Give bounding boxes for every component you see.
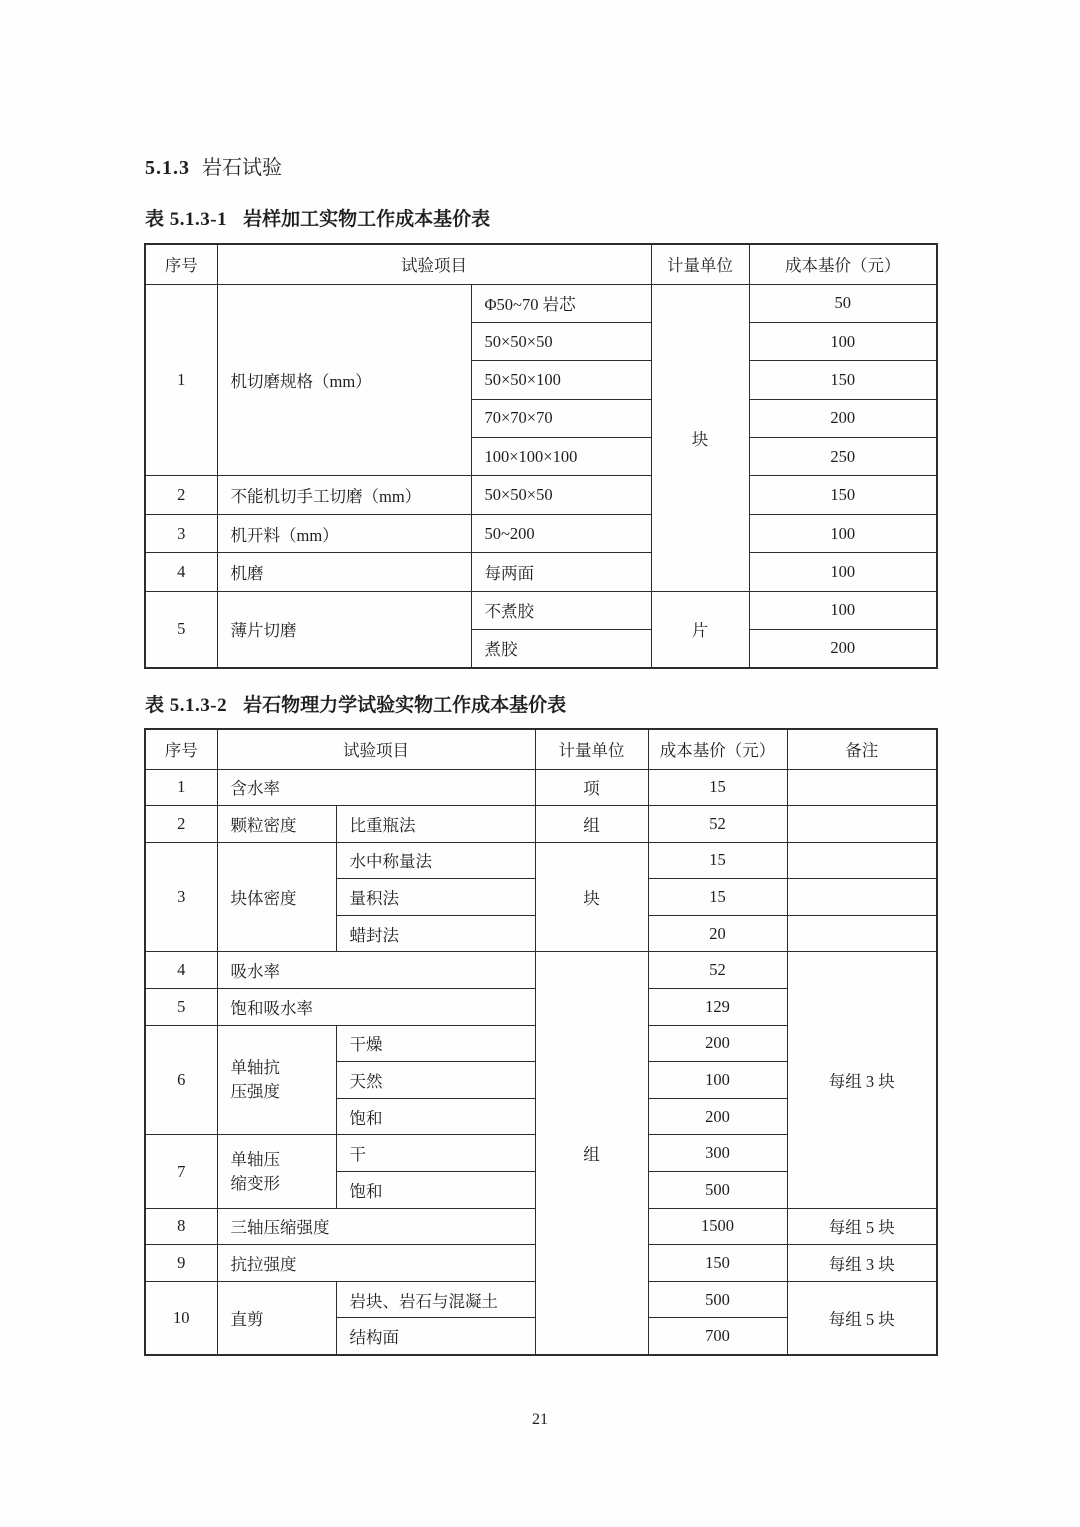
spec-cell: 50×50×50 <box>471 476 651 514</box>
item-cell <box>217 1025 336 1135</box>
price-cell: 500 <box>648 1172 787 1209</box>
table-row <box>145 806 937 843</box>
col-header-item: 试验项目 <box>217 729 535 769</box>
price-cell: 700 <box>648 1318 787 1355</box>
table1-title <box>145 204 490 231</box>
table-row <box>145 952 937 989</box>
price-cell: 1500 <box>648 1208 787 1245</box>
item-cell: 抗拉强度 <box>217 1245 535 1282</box>
spec-cell: 50×50×50 <box>471 322 651 360</box>
table1-title-text: 岩样加工实物工作成本基价表 <box>243 209 491 230</box>
seq-cell: 9 <box>145 1245 217 1282</box>
price-cell: 150 <box>648 1245 787 1282</box>
unit-cell: 块 <box>535 842 648 952</box>
col-header-unit: 计量单位 <box>651 244 749 284</box>
price-cell: 100 <box>749 553 937 591</box>
condition-cell: 干 <box>336 1135 535 1172</box>
table2-title-label: 表 5.1.3-2 <box>145 695 228 716</box>
section-title: 岩石试验 <box>202 157 282 179</box>
price-cell: 129 <box>648 989 787 1026</box>
table-row <box>145 514 937 552</box>
price-cell: 100 <box>648 1062 787 1099</box>
method-cell: 比重瓶法 <box>336 806 535 843</box>
seq-cell: 6 <box>145 1025 217 1135</box>
price-cell: 20 <box>648 915 787 952</box>
spec-cell: 50×50×100 <box>471 361 651 399</box>
condition-cell: 天然 <box>336 1062 535 1099</box>
spec-cell: 每两面 <box>471 553 651 591</box>
col-header-remark: 备注 <box>787 729 937 769</box>
spec-cell: 50~200 <box>471 514 651 552</box>
price-cell: 15 <box>648 769 787 806</box>
remark-cell: 每组 5 块 <box>787 1208 937 1245</box>
price-cell: 100 <box>749 591 937 629</box>
unit-cell: 组 <box>535 952 648 1355</box>
item-cell: 直剪 <box>217 1281 336 1354</box>
seq-cell: 1 <box>145 769 217 806</box>
spec-cell: 不煮胶 <box>471 591 651 629</box>
item-cell: 不能机切手工切磨（mm） <box>217 476 471 514</box>
method-cell: 水中称量法 <box>336 842 535 879</box>
method-cell: 蜡封法 <box>336 915 535 952</box>
price-cell: 250 <box>749 438 937 476</box>
seq-cell: 10 <box>145 1281 217 1354</box>
spec-cell: 煮胶 <box>471 630 651 668</box>
price-cell: 15 <box>648 842 787 879</box>
item-cell: 薄片切磨 <box>217 591 471 668</box>
table-row <box>145 591 937 629</box>
item-cell: 含水率 <box>217 769 535 806</box>
item-cell: 块体密度 <box>217 842 336 952</box>
price-cell: 200 <box>648 1098 787 1135</box>
item-cell: 三轴压缩强度 <box>217 1208 535 1245</box>
price-cell: 150 <box>749 476 937 514</box>
col-header-price: 成本基价（元） <box>648 729 787 769</box>
seq-cell: 5 <box>145 591 217 668</box>
price-cell: 150 <box>749 361 937 399</box>
seq-cell: 2 <box>145 806 217 843</box>
remark-cell <box>787 806 937 843</box>
spec-cell: 70×70×70 <box>471 399 651 437</box>
remark-cell <box>787 879 937 916</box>
unit-cell: 组 <box>535 806 648 843</box>
table-row <box>145 769 937 806</box>
col-header-price: 成本基价（元） <box>749 244 937 284</box>
col-header-unit: 计量单位 <box>535 729 648 769</box>
price-cell: 500 <box>648 1281 787 1318</box>
seq-cell: 4 <box>145 952 217 989</box>
method-cell: 量积法 <box>336 879 535 916</box>
item-label: 单轴压缩变形 <box>230 1149 280 1193</box>
table1-title-label: 表 5.1.3-1 <box>145 209 228 230</box>
price-cell: 300 <box>648 1135 787 1172</box>
rock-sample-processing-cost-table <box>144 243 938 669</box>
seq-cell: 1 <box>145 284 217 476</box>
price-cell: 100 <box>749 514 937 552</box>
condition-cell: 饱和 <box>336 1172 535 1209</box>
table-row <box>145 476 937 514</box>
item-cell: 颗粒密度 <box>217 806 336 843</box>
price-cell: 200 <box>749 630 937 668</box>
seq-cell: 3 <box>145 514 217 552</box>
col-header-seq: 序号 <box>145 244 217 284</box>
seq-cell: 4 <box>145 553 217 591</box>
remark-cell <box>787 842 937 879</box>
price-cell: 100 <box>749 322 937 360</box>
table-row <box>145 842 937 879</box>
price-cell: 200 <box>648 1025 787 1062</box>
page-number: 21 <box>532 1411 548 1428</box>
section-heading <box>145 151 282 180</box>
col-header-item: 试验项目 <box>217 244 651 284</box>
remark-cell <box>787 769 937 806</box>
spec-cell: 100×100×100 <box>471 438 651 476</box>
method-cell: 岩块、岩石与混凝土 <box>336 1281 535 1318</box>
table2-title <box>145 690 566 717</box>
seq-cell: 5 <box>145 989 217 1026</box>
item-cell <box>217 1135 336 1208</box>
col-header-seq: 序号 <box>145 729 217 769</box>
seq-cell: 7 <box>145 1135 217 1208</box>
seq-cell: 2 <box>145 476 217 514</box>
condition-cell: 饱和 <box>336 1098 535 1135</box>
table-row <box>145 284 937 322</box>
item-label: 单轴抗压强度 <box>230 1058 280 1102</box>
remark-cell <box>787 915 937 952</box>
item-cell: 吸水率 <box>217 952 535 989</box>
table-header-row <box>145 729 937 769</box>
price-cell: 52 <box>648 806 787 843</box>
unit-cell: 项 <box>535 769 648 806</box>
remark-cell: 每组 5 块 <box>787 1281 937 1354</box>
price-cell: 200 <box>749 399 937 437</box>
item-cell: 机开料（mm） <box>217 514 471 552</box>
method-cell: 结构面 <box>336 1318 535 1355</box>
rock-physical-mechanics-test-cost-table <box>144 728 938 1356</box>
table2-title-text: 岩石物理力学试验实物工作成本基价表 <box>243 695 567 716</box>
item-cell: 机切磨规格（mm） <box>217 284 471 476</box>
unit-cell: 片 <box>651 591 749 668</box>
item-cell: 饱和吸水率 <box>217 989 535 1026</box>
condition-cell: 干燥 <box>336 1025 535 1062</box>
spec-cell: Φ50~70 岩芯 <box>471 284 651 322</box>
price-cell: 50 <box>749 284 937 322</box>
table-row <box>145 553 937 591</box>
table-header-row <box>145 244 937 284</box>
remark-cell: 每组 3 块 <box>787 1245 937 1282</box>
price-cell: 52 <box>648 952 787 989</box>
price-cell: 15 <box>648 879 787 916</box>
seq-cell: 3 <box>145 842 217 952</box>
section-number: 5.1.3 <box>145 157 190 179</box>
unit-cell: 块 <box>651 284 749 591</box>
seq-cell: 8 <box>145 1208 217 1245</box>
item-cell: 机磨 <box>217 553 471 591</box>
remark-cell: 每组 3 块 <box>787 952 937 1208</box>
